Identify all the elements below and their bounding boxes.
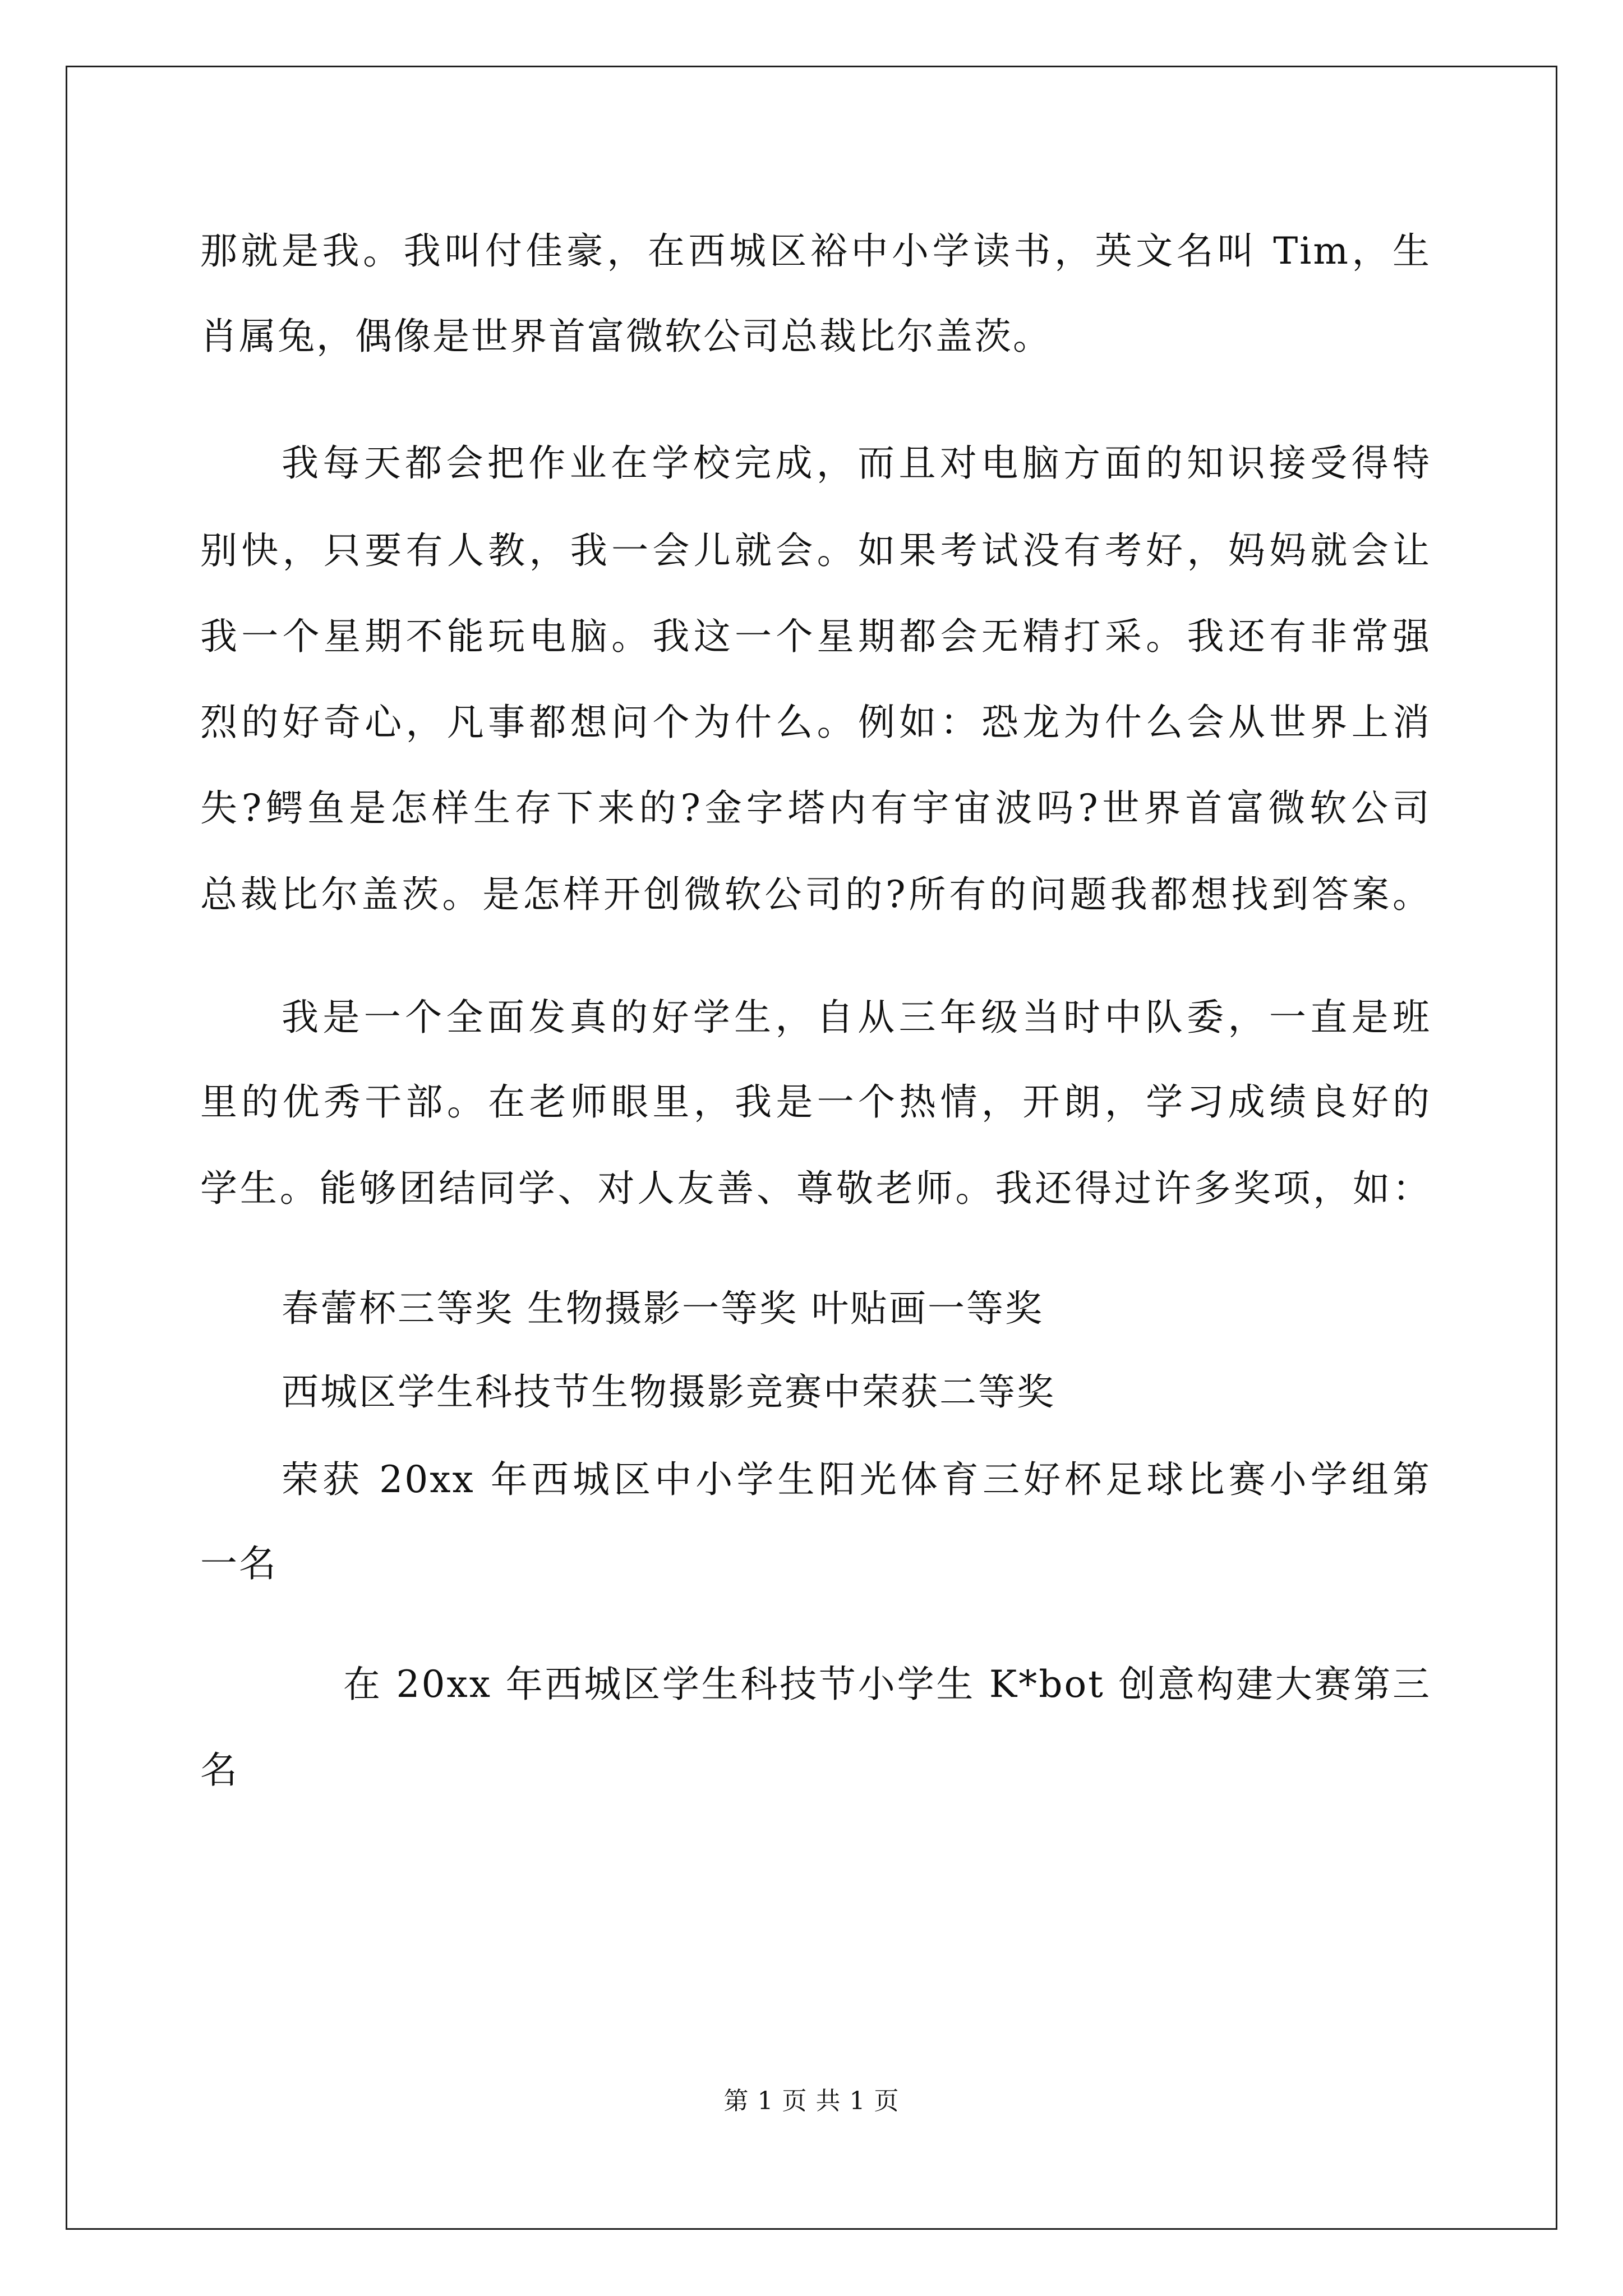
text-line: 烈的好奇心，凡事都想问个为什么。例如：恐龙为什么会从世界上消 — [200, 701, 1431, 744]
text-line: 里的优秀干部。在老师眼里，我是一个热情，开朗，学习成绩良好的 — [200, 1080, 1431, 1124]
text-line: 肖属兔，偶像是世界首富微软公司总裁比尔盖茨。 — [200, 315, 1052, 358]
text-line: 那就是我。我叫付佳豪，在西城区裕中小学读书，英文名叫 Tim，生 — [200, 229, 1431, 273]
text-line: 我是一个全面发真的好学生，自从三年级当时中队委，一直是班 — [282, 996, 1431, 1039]
award-line: 一名 — [200, 1542, 278, 1585]
text-line: 学生。能够团结同学、对人友善、尊敬老师。我还得过许多奖项，如： — [200, 1167, 1431, 1210]
text-line: 总裁比尔盖茨。是怎样开创微软公司的?所有的问题我都想找到答案。 — [200, 873, 1431, 916]
award-line: 荣获 20xx 年西城区中小学生阳光体育三好杯足球比赛小学组第 — [282, 1458, 1431, 1501]
award-line: 春蕾杯三等奖 生物摄影一等奖 叶贴画一等奖 — [282, 1287, 1044, 1330]
text-line: 我每天都会把作业在学校完成，而且对电脑方面的知识接受得特 — [282, 441, 1431, 485]
text-line: 我一个星期不能玩电脑。我这一个星期都会无精打采。我还有非常强 — [200, 615, 1431, 658]
page-border — [66, 66, 1557, 2230]
award-line: 名 — [200, 1749, 239, 1792]
page-number-footer: 第 1 页 共 1 页 — [723, 2087, 900, 2115]
text-line: 别快，只要有人教，我一会儿就会。如果考试没有考好，妈妈就会让 — [200, 529, 1431, 572]
award-line: 在 20xx 年西城区学生科技节小学生 K*bot 创意构建大赛第三 — [343, 1663, 1431, 1706]
text-line: 失?鳄鱼是怎样生存下来的?金字塔内有宇宙波吗?世界首富微软公司 — [200, 786, 1431, 830]
award-line: 西城区学生科技节生物摄影竞赛中荣获二等奖 — [282, 1370, 1055, 1414]
